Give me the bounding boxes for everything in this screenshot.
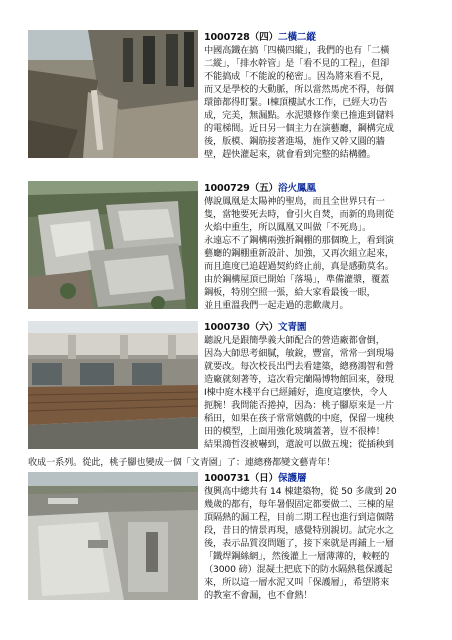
section-3-title (204, 321, 430, 334)
section-2-date: 1000729 (204, 183, 250, 194)
section-4-line: （3000 磅）混凝土把底下的防水隔熱毯保護起 (204, 564, 393, 576)
section-3-tag: 文青園 (278, 322, 307, 333)
section-2-title (204, 182, 430, 195)
section-1-line: 中國高鐵在搞「四橫四縱」，我們的也有「二橫 (204, 45, 390, 57)
section-4-weekday: （日） (249, 473, 279, 484)
section-3 (204, 321, 430, 451)
section-1-line: 不能搞成「不能說的秘密」。因為將來看不見， (204, 71, 390, 83)
section-4-date: 1000731 (204, 473, 250, 484)
section-3-line: 田的模型，上面用強化玻璃蓋著，豈不很棒！ (204, 426, 385, 438)
section-3-line: 結果鴻哲沒被嚇到，還說可以做五塊；從插秧到 (204, 439, 394, 451)
section-2-line: 由於鋼構屋頂已開始「落場」，準備灌漿，覆蓋 (204, 274, 390, 286)
section-4-tag: 保護層 (278, 473, 307, 484)
section-3-line: Ⅰ棟中庭木棧平台已經鋪好，進度這麼快，令人 (204, 387, 388, 399)
section-2-line: 火焰中重生，所以鳳凰又叫做「不死鳥」。 (204, 222, 372, 234)
section-4-line: 的教室不會漏，也不會熱！ (204, 590, 313, 602)
section-1-tag: 二橫二縱 (278, 32, 316, 43)
section-1-line: 後，版模、鋼筋接著進場，施作又幹又圓的牆 (204, 136, 385, 148)
section-4-line: 來，所以這一層水泥又叫「保護層」，希望將來 (204, 577, 390, 589)
section-1-date: 1000728 (204, 32, 250, 43)
section-3-date: 1000730 (204, 322, 250, 333)
section-3-line: 造廠就刻著等，這次看完蘭陽博物館回來，發現 (204, 374, 394, 386)
section-4-line: 復興高中總共有 14 棟建築物，從 50 多歲到 20 (204, 486, 397, 498)
section-1 (204, 31, 430, 161)
section-2 (204, 182, 430, 312)
section-4-line: 幾歲的都有，每年暑假固定都要做二、三棟的屋 (204, 499, 394, 511)
section-2-line: 鋼板，特別空照一張，給大家看最後一眼， (204, 287, 376, 299)
section-1-weekday: （四） (249, 32, 279, 43)
section-2-tag: 浴火鳳凰 (278, 183, 316, 194)
section-2-line: 藝廳的鋼棚重新設計、加強，又再次組立起來， (204, 248, 394, 260)
photo-courtyard-deck (28, 321, 198, 449)
section-1-line: 的電梯間。近日另一個主力在演藝廳，鋼構完成 (204, 123, 394, 135)
section-3-line: 就要改。每次校長出門去看建築，總務鴻智和營 (204, 361, 394, 373)
section-2-line: 傳說鳳凰是太陽神的聖鳥，而且全世界只有一 (204, 196, 385, 208)
photo-aerial-campus (28, 181, 198, 309)
section-2-line: 而且進度已追趕過契約終止前，真是感動莫名。 (204, 261, 394, 273)
section-1-line: 成，完美，無漏點。水泥漿修作業已推進到儲料 (204, 110, 394, 122)
section-3-line: 因為大師思考細膩，敏銳，豐富，常常一到現場 (204, 348, 394, 360)
section-1-title (204, 31, 430, 44)
section-1-line: 而又是學校的大動脈，所以當然馬虎不得，每個 (204, 84, 394, 96)
photo-drainage-trench (28, 30, 198, 158)
section-3-line: 聽說凡是跟簡學義大師配合的營造廠都會倒， (204, 335, 385, 347)
section-4-line: 「鐵焊鋼絲網」，然後灌上一層薄薄的，較輕的 (204, 551, 390, 563)
section-1-line: 壁，趕快灌起來，就會看到完整的結構體。 (204, 149, 376, 161)
section-3-full-line: 收成一系列。從此，桃子腳也變成一個「文青園」了：連總務都變文藝青年！ (28, 457, 336, 468)
section-3-weekday: （六） (249, 322, 279, 333)
section-2-line: 並且重溫我們一起走過的悲歡歲月。 (204, 300, 349, 312)
section-2-line: 隻，當牠要死去時，會引火自焚，而新的鳥則從 (204, 209, 394, 221)
section-1-line: 二縱」，「排水幹管」是「看不見的工程」，但卻 (204, 58, 390, 70)
section-2-weekday: （五） (249, 183, 279, 194)
photo-rooftop (28, 472, 198, 600)
section-2-line: 永遠忘不了鋼構兩強折鋼棚的那個晚上，看到演 (204, 235, 394, 247)
section-4-line: 段，昔日的情景再現，感覺特別親切。試完水之 (204, 525, 394, 537)
section-1-line: 環節都得盯緊。Ⅰ棟頂樓試水工作，已經大功告 (204, 97, 388, 109)
section-4 (204, 472, 430, 602)
section-3-line: 扼腕！我問能否捲掉，因為：桃子腳原來是一片 (204, 400, 394, 412)
section-4-title (204, 472, 430, 485)
section-3-line: 稻田，如果在孩子常常嬉戲的中庭，保留一塊秧 (204, 413, 394, 425)
section-4-line: 頂隔熱的漏工程，目前二期工程也進行到這個階 (204, 512, 394, 524)
section-4-line: 後，表示品質沒問題了，接下來就是再鋪上一層 (204, 538, 394, 550)
